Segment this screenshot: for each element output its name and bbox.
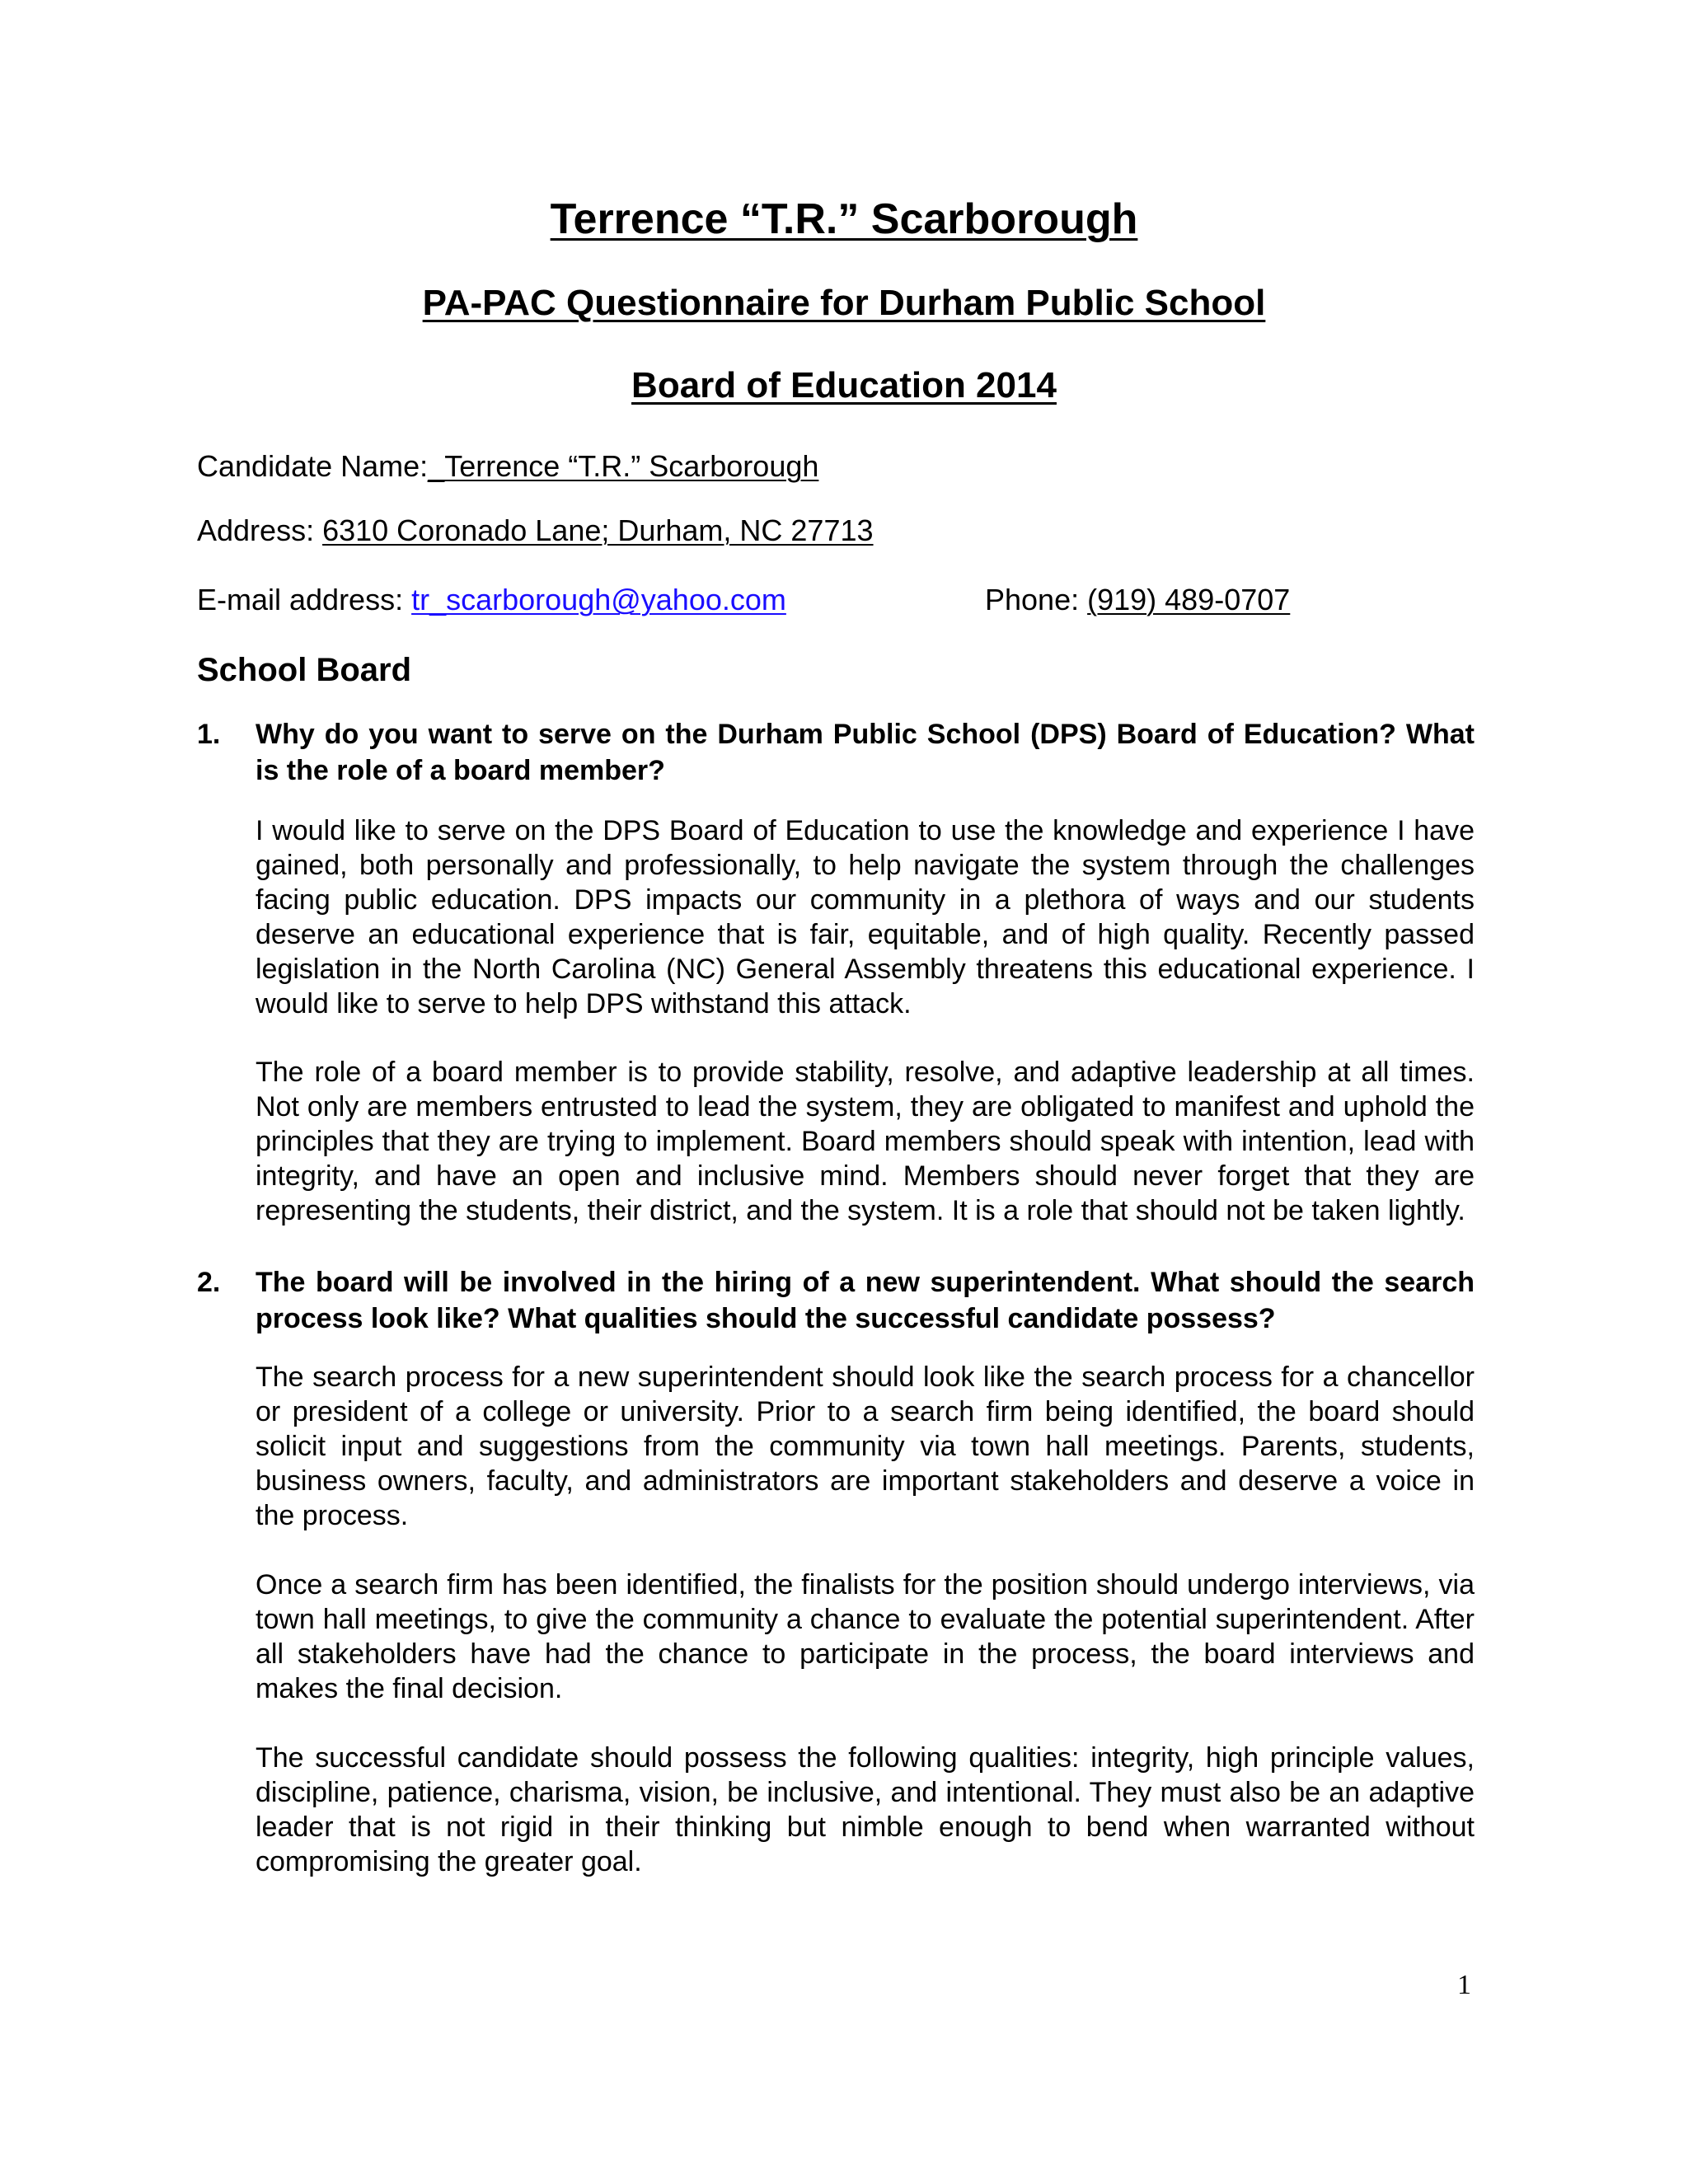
question-text: The board will be involved in the hiring of a new superintendent. What should the search process look like? What qualities should the successful candidate possess? bbox=[256, 1267, 1475, 1334]
question-number: 2. bbox=[197, 1267, 221, 1298]
answer-paragraph: The role of a board member is to provide stability, resolve, and adaptive leadership at all times. Not only are members entrusted to lead the system, they are obligated to manifest and uphold the principles that they are trying to implement. Board members should speak with intention, lead with integrity, and have an open and inclusive mind. Members should never forget that they are representing the students, their district, and the system. It is a role that should not be taken lightly. bbox=[256, 1057, 1475, 1226]
candidate-phone-label: Phone: bbox=[985, 583, 1088, 616]
page-number: 1 bbox=[1457, 1970, 1471, 2000]
question-2 bbox=[197, 1264, 1475, 1337]
document-title: Terrence “T.R.” Scarborough bbox=[550, 195, 1138, 243]
question-number: 1. bbox=[197, 719, 221, 750]
question-text: Why do you want to serve on the Durham Public School (DPS) Board of Education? What is the role of a board member? bbox=[256, 719, 1475, 786]
answer-paragraph: The successful candidate should possess the following qualities: integrity, high principle values, discipline, patience, charisma, vision, be inclusive, and intentional. They must also be an adaptive leader that is not rigid in their thinking but nimble enough to bend when warranted without compromising the greater goal. bbox=[256, 1742, 1475, 1877]
candidate-phone-value: (919) 489-0707 bbox=[1087, 583, 1291, 616]
document-subtitle-line2: Board of Education 2014 bbox=[631, 365, 1057, 405]
candidate-address-label: Address: bbox=[197, 513, 323, 547]
candidate-email-field bbox=[197, 582, 786, 618]
candidate-phone-field bbox=[985, 582, 1290, 618]
candidate-name-value: _Terrence “T.R.” Scarborough bbox=[428, 449, 819, 483]
candidate-name-label: Candidate Name: bbox=[197, 449, 429, 483]
document-subtitle-line1: PA-PAC Questionnaire for Durham Public School bbox=[422, 283, 1266, 323]
answer-paragraph: I would like to serve on the DPS Board of Education to use the knowledge and experience I have gained, both personally and professionally, to help navigate the system through the challenges facing public education. DPS impacts our community in a plethora of ways and our students deserve an educational experience that is fair, equitable, and of high quality. Recently passed legislation in the North Carolina (NC) General Assembly threatens this educational experience. I would like to serve to help DPS withstand this attack. bbox=[256, 815, 1475, 1019]
answer-paragraph: The search process for a new superintendent should look like the search process for a chancellor or president of a college or university. Prior to a search firm being identified, the board should solicit input and suggestions from the community via town hall meetings. Parents, students, business owners, faculty, and administrators are important stakeholders and deserve a voice in the process. bbox=[256, 1361, 1475, 1531]
section-heading: School Board bbox=[197, 652, 412, 688]
candidate-address-value: 6310 Coronado Lane; Durham, NC 27713 bbox=[322, 513, 874, 547]
candidate-email-label: E-mail address: bbox=[197, 583, 412, 616]
candidate-name-field bbox=[197, 448, 818, 485]
answer-paragraph: Once a search firm has been identified, the finalists for the position should undergo interviews, via town hall meetings, to give the community a chance to evaluate the potential superintendent. After all stakeholders have had the chance to participate in the process, the board interviews and makes the final decision. bbox=[256, 1569, 1475, 1704]
question-1 bbox=[197, 716, 1475, 789]
candidate-address-field bbox=[197, 513, 874, 549]
candidate-email-link[interactable]: tr_scarborough@yahoo.com bbox=[411, 583, 786, 616]
